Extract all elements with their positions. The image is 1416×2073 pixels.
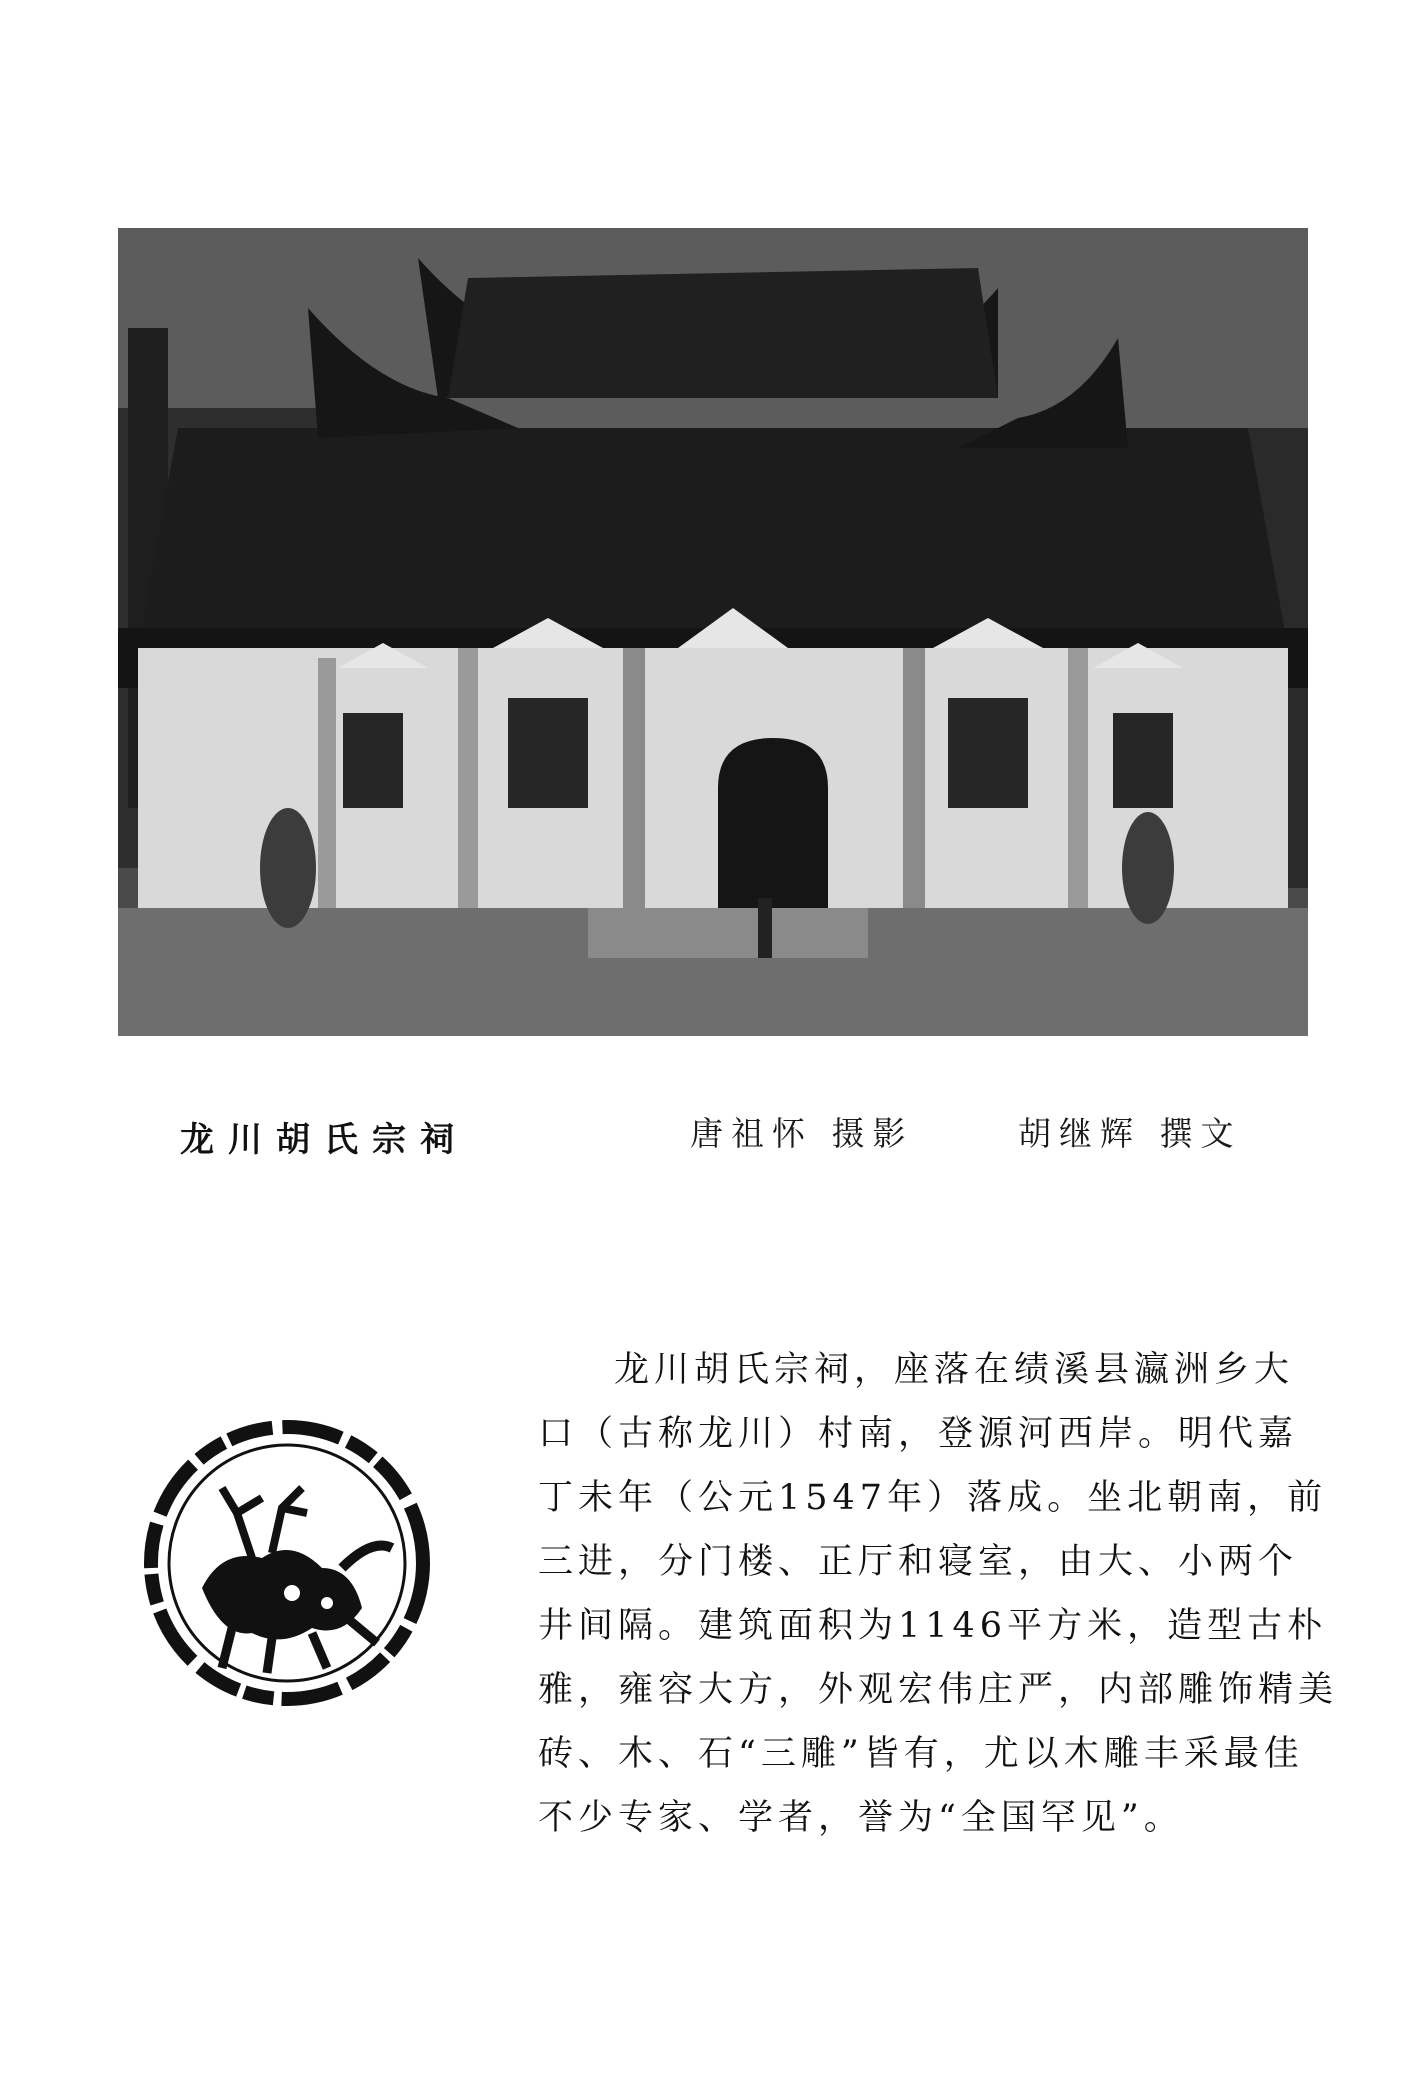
deer-seal-icon xyxy=(142,1418,432,1708)
photographer-credit: 唐祖怀 摄影 xyxy=(690,1114,914,1153)
caption-title: 龙川胡氏宗祠 xyxy=(180,1120,468,1160)
body-line: 不少专家、学者，誉为“全国罕见”。 xyxy=(538,1798,1184,1838)
description-text xyxy=(538,1338,1339,1850)
body-line: 丁未年（公元1547年）落成。坐北朝南，前 xyxy=(538,1478,1328,1518)
writer-credit: 胡继辉 撰文 xyxy=(1018,1114,1242,1153)
body-line: 口（古称龙川）村南，登源河西岸。明代嘉 xyxy=(538,1414,1299,1454)
body-line: 砖、木、石“三雕”皆有，尤以木雕丰采最佳 xyxy=(538,1734,1304,1774)
ancestral-hall-photo xyxy=(118,228,1308,1036)
body-line: 三进，分门楼、正厅和寝室，由大、小两个 xyxy=(538,1542,1299,1582)
body-line: 井间隔。建筑面积为1146平方米，造型古朴 xyxy=(538,1606,1328,1646)
body-line: 龙川胡氏宗祠，座落在绩溪县瀛洲乡大 xyxy=(614,1350,1295,1390)
body-line: 雅，雍容大方，外观宏伟庄严，内部雕饰精美 xyxy=(538,1670,1339,1710)
